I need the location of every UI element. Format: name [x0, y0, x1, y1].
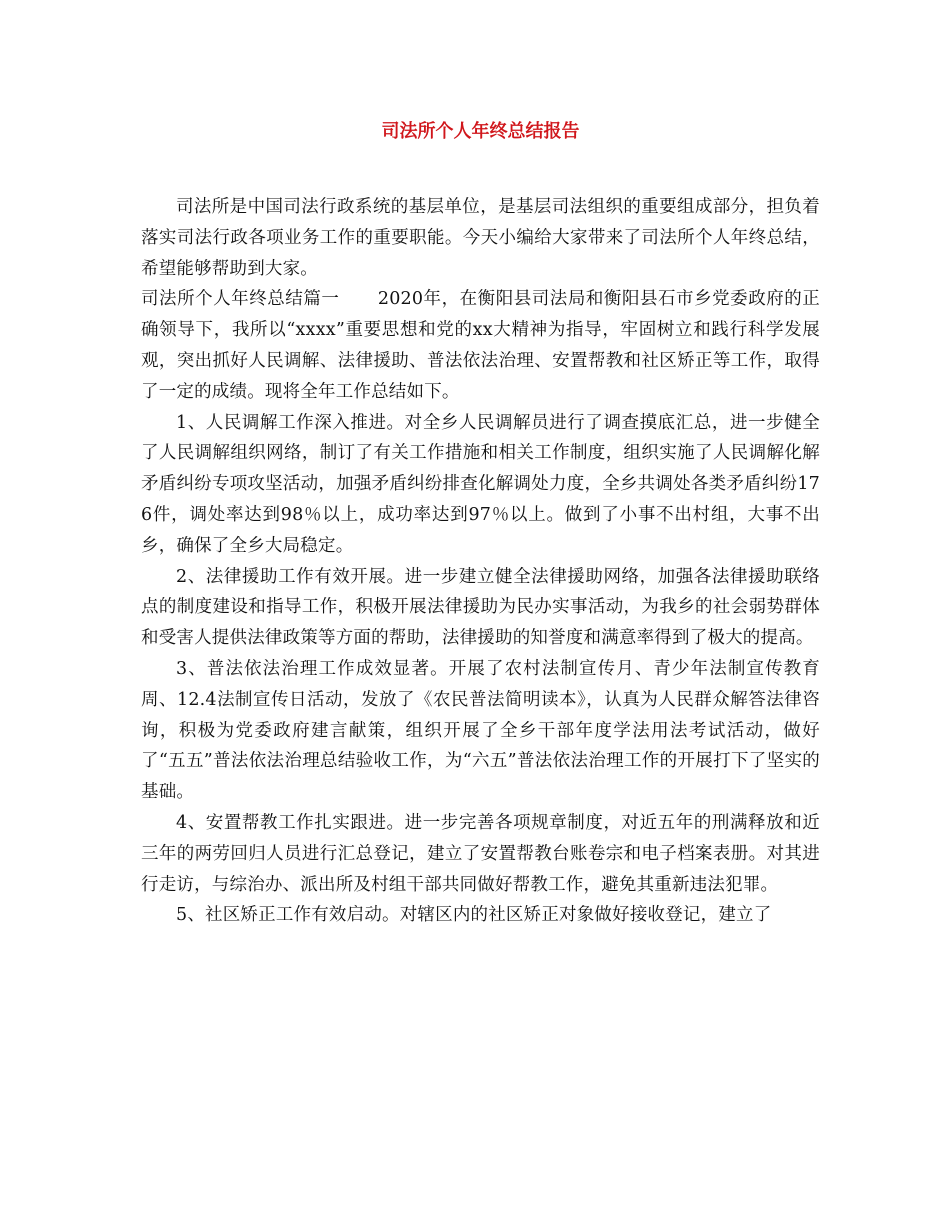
body-paragraph-3: 3、普法依法治理工作成效显著。开展了农村法制宣传月、青少年法制宣传教育周、12.4法制宣传日活动，发放了《农民普法简明读本》，认真为人民群众解答法律咨询，积极为党委政府建言献策，组织开展了全乡干部年度学法用法考试活动，做好了“五五”普法依法治理总结验收工作，为“六五”普法依法治理工作的开展打下了坚实的基础。 — [141, 658, 820, 803]
section-heading: 司法所个人年终总结篇一 — [141, 289, 340, 310]
section-lead-paragraph — [141, 284, 820, 407]
section-lead-text: 2020年，在衡阳县司法局和衡阳县石市乡党委政府的正确领导下，我所以“xxxx”重要思想和党的xx大精神为指导，牢固树立和践行科学发展观，突出抓好人民调解、法律援助、普法依法治理、安置帮教和社区矫正等工作，取得了一定的成绩。现将全年工作总结如下。 — [141, 289, 821, 402]
document-title: 司法所个人年终总结报告 — [381, 121, 580, 142]
body-paragraph-1: 1、人民调解工作深入推进。对全乡人民调解员进行了调查摸底汇总，进一步健全了人民调解组织网络，制订了有关工作措施和相关工作制度，组织实施了人民调解化解矛盾纠纷专项攻坚活动，加强矛盾纠纷排查化解调处力度，全乡共调处各类矛盾纠纷176件，调处率达到98％以上，成功率达到97％以上。做到了小事不出村组，大事不出乡，确保了全乡大局稳定。 — [141, 412, 820, 556]
body-paragraph-5: 5、社区矫正工作有效启动。对辖区内的社区矫正对象做好接收登记，建立了 — [176, 905, 772, 926]
intro-paragraph: 司法所是中国司法行政系统的基层单位，是基层司法组织的重要组成部分，担负着落实司法行政各项业务工作的重要职能。今天小编给大家带来了司法所个人年终总结，希望能够帮助到大家。 — [141, 197, 820, 279]
body-paragraph-4: 4、安置帮教工作扎实跟进。进一步完善各项规章制度，对近五年的刑满释放和近三年的两劳回归人员进行汇总登记，建立了安置帮教台账卷宗和电子档案表册。对其进行走访，与综治办、派出所及村组干部共同做好帮教工作，避免其重新违法犯罪。 — [141, 812, 820, 895]
body-paragraph-2: 2、法律援助工作有效开展。进一步建立健全法律援助网络，加强各法律援助联络点的制度建设和指导工作，积极开展法律援助为民办实事活动，为我乡的社会弱势群体和受害人提供法律政策等方面的帮助，法律援助的知誉度和满意率得到了极大的提高。 — [141, 566, 820, 649]
